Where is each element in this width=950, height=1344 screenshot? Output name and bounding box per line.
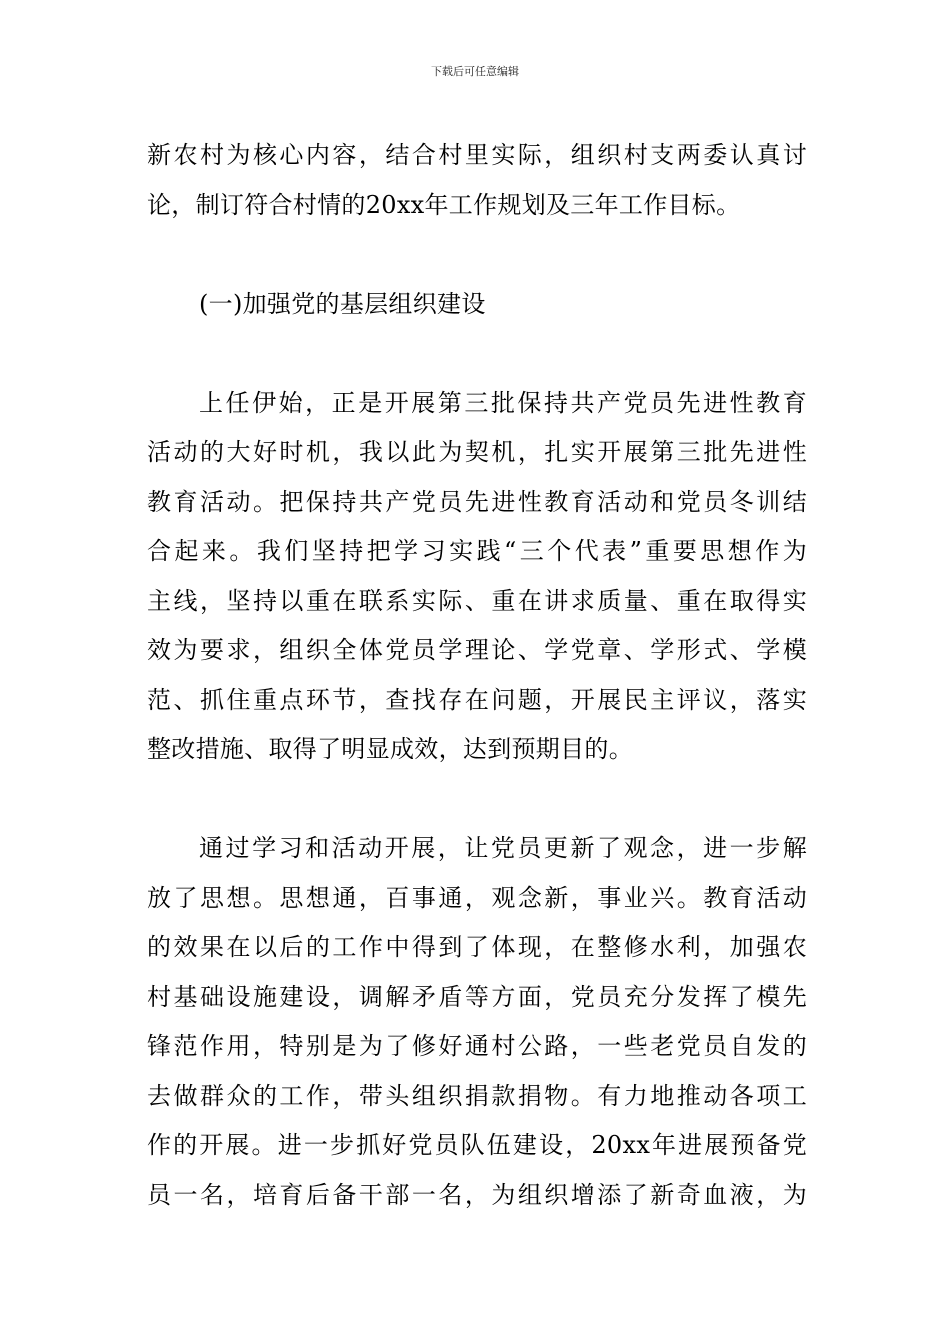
paragraph-gap [147, 230, 807, 280]
text-line: 村基础设施建设，调解矛盾等方面，党员充分发挥了模先 [147, 982, 807, 1011]
text-line: 教育活动。把保持共产党员先进性教育活动和党员冬训结 [147, 487, 807, 516]
text-line: 范、抓住重点环节，查找存在问题，开展民主评议，落实 [147, 685, 807, 714]
text-line: 放了思想。思想通，百事通，观念新，事业兴。教育活动 [147, 883, 807, 912]
page-header: 下载后可任意编辑 [431, 65, 519, 78]
text-line: (一)加强党的基层组织建设 [199, 289, 486, 318]
text-line: 论，制订符合村情的20xx年工作规划及三年工作目标。 [147, 190, 741, 219]
text-line: 整改措施、取得了明显成效，达到预期目的。 [147, 735, 633, 763]
section-heading [147, 280, 807, 330]
text-line: 的效果在以后的工作中得到了体现，在整修水利，加强农 [147, 933, 807, 961]
text-line: 员一名，培育后备干部一名，为组织增添了新奇血液，为 [147, 1180, 807, 1209]
paragraph [147, 131, 807, 230]
text-line: 上任伊始，正是开展第三批保持共产党员先进性教育 [199, 388, 807, 417]
text-line: 合起来。我们坚持把学习实践“三个代表”重要思想作为 [147, 537, 807, 565]
text-line: 活动的大好时机，我以此为契机，扎实开展第三批先进性 [147, 438, 807, 466]
document-body [147, 131, 807, 1220]
paragraph [147, 379, 807, 775]
text-line: 新农村为核心内容，结合村里实际，组织村支两委认真讨 [147, 141, 807, 169]
text-line: 效为要求，组织全体党员学理论、学党章、学形式、学模 [147, 636, 807, 664]
paragraph [147, 824, 807, 1220]
text-line: 通过学习和活动开展，让党员更新了观念，进一步解 [199, 834, 807, 862]
text-line: 去做群众的工作，带头组织捐款捐物。有力地推动各项工 [147, 1081, 807, 1110]
paragraph-gap [147, 329, 807, 379]
paragraph-gap [147, 775, 807, 825]
text-line: 主线，坚持以重在联系实际、重在讲求质量、重在取得实 [147, 586, 807, 615]
text-line: 作的开展。进一步抓好党员队伍建设，20xx年进展预备党 [147, 1131, 807, 1159]
text-line: 锋范作用，特别是为了修好通村公路，一些老党员自发的 [147, 1032, 807, 1060]
